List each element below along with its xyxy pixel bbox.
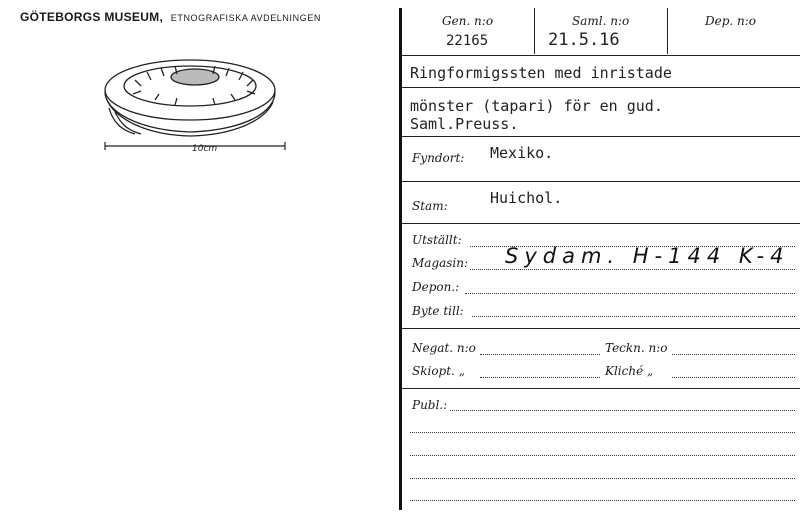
description-line-1: Ringformigssten med inristade [410, 64, 672, 82]
ring-stone-sketch [95, 50, 295, 155]
gen-value: 22165 [446, 33, 489, 49]
top-separator [667, 8, 668, 54]
dotted-line [480, 354, 600, 355]
byte-label: Byte till: [412, 304, 464, 318]
rule [402, 181, 800, 182]
dotted-line [470, 269, 795, 270]
dotted-line [672, 377, 795, 378]
description-line-2: mönster (tapari) för en gud. [410, 97, 663, 115]
rule [402, 136, 800, 137]
museum-header [20, 10, 321, 24]
rule [402, 223, 800, 224]
saml-label: Saml. n:o [572, 14, 630, 28]
stam-value: Huichol. [490, 189, 563, 207]
dotted-line [672, 354, 795, 355]
kliche-label: Kliché „ [605, 364, 654, 378]
department-name: ETNOGRAFISKA AVDELNINGEN [170, 13, 322, 23]
dotted-line [465, 293, 795, 294]
dotted-line [410, 432, 795, 433]
rule [402, 55, 800, 56]
magasin-value: Sydam. H-144 K-4 [505, 244, 790, 268]
gen-label: Gen. n:o [442, 14, 494, 28]
museum-name: GÖTEBORGS MUSEUM, [20, 10, 164, 24]
teckn-label: Teckn. n:o [605, 341, 668, 355]
dotted-line [472, 316, 795, 317]
negat-label: Negat. n:o [412, 341, 476, 355]
fyndort-value: Mexiko. [490, 144, 554, 162]
dotted-line [410, 500, 795, 501]
utstallt-label: Utställt: [412, 233, 462, 247]
top-separator [534, 8, 535, 54]
dotted-line [410, 478, 795, 479]
dotted-line [450, 410, 795, 411]
fyndort-label: Fyndort: [412, 151, 465, 165]
rule [402, 87, 800, 88]
card-divider [399, 8, 402, 510]
publ-label: Publ.: [412, 398, 448, 412]
stam-label: Stam: [412, 199, 448, 213]
saml-value: 21.5.16 [548, 30, 620, 50]
scale-label: 10cm [192, 144, 218, 154]
skiopt-label: Skiopt. „ [412, 364, 465, 378]
dotted-line [480, 377, 600, 378]
dep-label: Dep. n:o [705, 14, 757, 28]
depon-label: Depon.: [412, 280, 460, 294]
dotted-line [410, 455, 795, 456]
description-line-3: Saml.Preuss. [410, 115, 519, 133]
magasin-label: Magasin: [412, 256, 469, 270]
rule [402, 388, 800, 389]
rule [402, 328, 800, 329]
